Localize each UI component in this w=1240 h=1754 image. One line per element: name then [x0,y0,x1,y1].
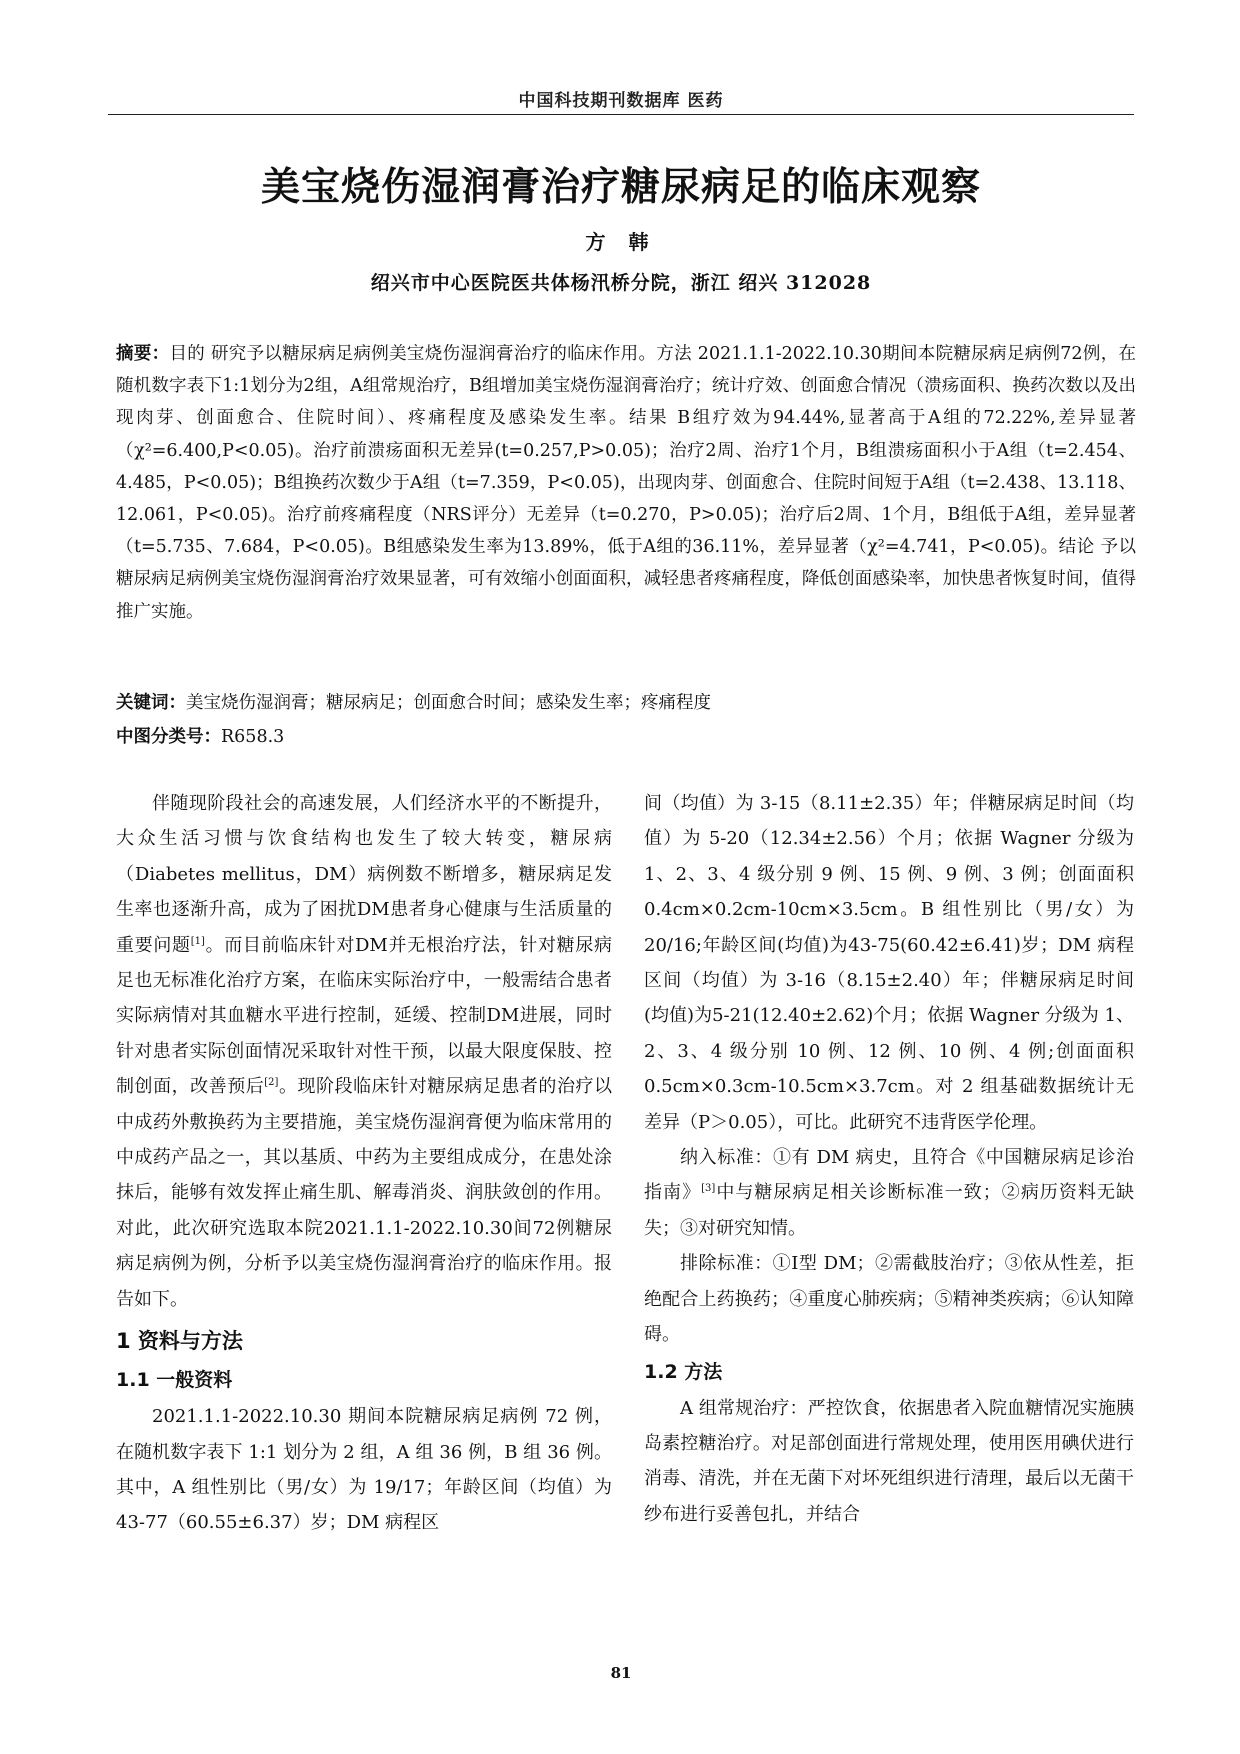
header-rule [108,114,1134,115]
general-data-continued: 间（均值）为 3-15（8.11±2.35）年；伴糖尿病足时间（均值）为 5-20（12.34±2.56）个月；依据 Wagner 分级为 1、2、3、4 级分别 9 例、15 例、9 例、3 例；创面面积 0.4cm×0.2cm-10cm×3.5cm。B 组性别比（男/女）为20/16;年龄区间(均值)为43-75(60.42±6.41)岁；DM 病程区间（均值）为 3-16（8.15±2.40）年；伴糖尿病足时间(均值)为5-21(12.40±2.62)个月；依据 Wagner 分级为 1、2、3、4 级分别 10 例、12 例、10 例、4 例;创面面积 0.5cm×0.3cm-10.5cm×3.7cm。对 2 组基础数据统计无差异（P＞0.05），可比。此研究不违背医学伦理。 [644,793,1134,1133]
classification [116,722,1136,752]
method-paragraph: A 组常规治疗：严控饮食，依据患者入院血糖情况实施胰岛素控糖治疗。对足部创面进行常规处理，使用医用碘伏进行消毒、清洗，并在无菌下对坏死组织进行清理，最后以无菌干纱布进行妥善包扎，并结合 [644,1397,1134,1525]
section-heading-1-2: 1.2 方法 [644,1360,723,1383]
intro-text-3: 。现阶段临床针对糖尿病足患者的治疗以中成药外敷换药为主要措施，美宝烧伤湿润膏便为临床常用的中成药产品之一，其以基质、中药为主要组成成分，在患处涂抹后，能够有效发挥止痛生肌、解毒消炎、润肤敛创的作用。对此，此次研究选取本院2021.1.1-2022.10.30间72例糖尿病足病例为例，分析予以美宝烧伤湿润膏治疗的临床作用。报告如下。 [116,1076,613,1310]
intro-text-1: 伴随现阶段社会的高速发展，人们经济水平的不断提升，大众生活习惯与饮食结构也发生了较大转变，糖尿病（Diabetes mellitus，DM）病例数不断增多，糖尿病足发生率也逐渐升高，成为了困扰DM患者身心健康与生活质量的重要问题 [116,793,612,956]
paper-title: 美宝烧伤湿润膏治疗糖尿病足的临床观察 [260,165,981,210]
section-heading-1-1: 1.1 一般资料 [116,1369,233,1392]
abstract [116,338,1136,628]
general-data-paragraph: 2021.1.1-2022.10.30 期间本院糖尿病足病例 72 例，在随机数字表下 1:1 划分为 2 组，A 组 36 例，B 组 36 例。其中，A 组性别比（男/女）为 19/17；年龄区间（均值）为 43-77（60.55±6.37）岁；DM 病程区 [116,1406,612,1534]
citation-2: [2] [264,1077,279,1089]
keywords [116,688,1136,718]
exclusion-criteria: 排除标准：①Ⅰ型 DM；②需截肢治疗；③依从性差，拒绝配合上药换药；④重度心肺疾病；⑤精神类疾病；⑥认知障碍。 [644,1253,1134,1346]
keywords-label: 关键词： [116,693,186,713]
right-column [644,786,1134,1532]
section-heading-1: 1 资料与方法 [116,1329,243,1354]
running-header: 中国科技期刊数据库 医药 [518,91,724,111]
keywords-text: 美宝烧伤湿润膏；糖尿病足；创面愈合时间；感染发生率；疼痛程度 [186,693,711,713]
affiliation: 绍兴市中心医院医共体杨汛桥分院，浙江 绍兴 312028 [370,272,872,294]
intro-paragraph [116,786,612,1317]
inclusion-text-2: 中与糖尿病足相关诊断标准一致；②病历资料无缺失；③对研究知情。 [644,1182,1135,1239]
classification-code: R658.3 [221,727,285,747]
citation-1: [1] [190,935,205,947]
abstract-text: 目的 研究予以糖尿病足病例美宝烧伤湿润膏治疗的临床作用。方法 2021.1.1-2022.10.30期间本院糖尿病足病例72例，在随机数字表下1:1划分为2组，A组常规治疗，B组增加美宝烧伤湿润膏治疗；统计疗效、创面愈合情况（溃疡面积、换药次数以及出现肉芽、创面愈合、住院时间）、疼痛程度及感染发生率。结果 B组疗效为94.44%,显著高于A组的72.22%,差异显著（χ²=6.400,P<0.05)。治疗前溃疡面积无差异(t=0.257,P>0.05)；治疗2周、治疗1个月，B组溃疡面积小于A组（t=2.454、4.485，P<0.05)；B组换药次数少于A组（t=7.359，P<0.05)，出现肉芽、创面愈合、住院时间短于A组（t=2.438、13.118、12.061，P<0.05)。治疗前疼痛程度（NRS评分）无差异（t=0.270，P>0.05)；治疗后2周、1个月，B组低于A组，差异显著（t=5.735、7.684，P<0.05)。B组感染发生率为13.89%，低于A组的36.11%，差异显著（χ²=4.741，P<0.05)。结论 予以糖尿病足病例美宝烧伤湿润膏治疗效果显著，可有效缩小创面面积，减轻患者疼痛程度，降低创面感染率，加快患者恢复时间，值得推广实施。 [116,344,1137,622]
inclusion-criteria [644,1140,1134,1246]
page-number: 81 [610,1664,632,1682]
left-column [116,786,612,1541]
citation-3: [3] [701,1183,716,1195]
intro-text-2: 。而目前临床针对DM并无根治疗法，针对糖尿病足也无标准化治疗方案，在临床实际治疗中，一般需结合患者实际病情对其血糖水平进行控制，延缓、控制DM进展，同时针对患者实际创面情况采取针对性干预，以最大限度保肢、控制创面，改善预后 [116,934,612,1098]
abstract-label: 摘要： [116,344,170,364]
inclusion-text-1: 纳入标准：①有 DM 病史，且符合《中国糖尿病足诊治指南》 [644,1147,1134,1204]
author: 方 韩 [585,230,657,254]
classification-label: 中图分类号： [116,727,221,747]
